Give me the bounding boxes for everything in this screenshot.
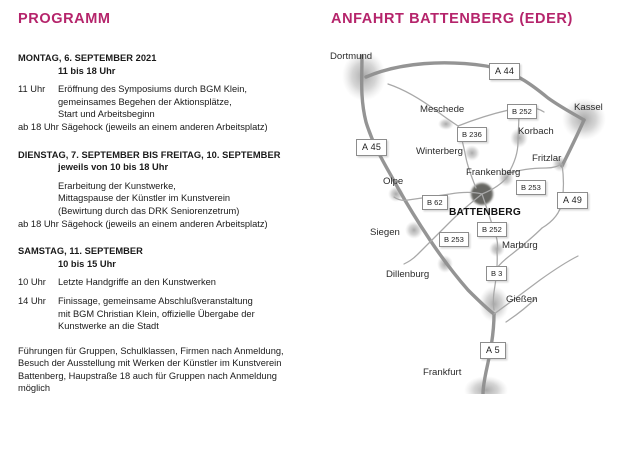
day-hours: jeweils von 10 bis 18 Uhr xyxy=(58,162,169,173)
city-label-korbach: Korbach xyxy=(518,126,554,137)
block-footnote: ab 18 Uhr Sägehock (jeweils an einem anderen Arbeitsplatz) xyxy=(18,121,268,132)
entry-line: (Bewirtung durch das DRK Seniorenzetrum) xyxy=(58,205,240,216)
program-entry xyxy=(18,83,318,121)
program-column xyxy=(0,0,318,450)
entry-line: Erarbeitung der Kunstwerke, xyxy=(58,180,176,191)
entry-line: Letzte Handgriffe an den Kunstwerken xyxy=(58,277,216,288)
entry-line: Start und Arbeitsbeginn xyxy=(58,109,155,120)
block-footnote: ab 18 Uhr Sägehock (jeweils an einem anderen Arbeitsplatz) xyxy=(18,218,268,229)
road-shield-a45: A 45 xyxy=(356,139,387,156)
closing-note: Führungen für Gruppen, Schulklassen, Firmen nach Anmeldung, Besuch der Ausstellung mit Werken der Künstler im Kunstverein Battenberg, Haupstraße 18 auch für Gruppen nach Anmeldung möglich xyxy=(18,345,284,394)
city-label-kassel: Kassel xyxy=(574,102,603,113)
city-label-fritzlar: Fritzlar xyxy=(532,153,562,164)
program-entry xyxy=(18,295,318,333)
city-label-battenberg: BATTENBERG xyxy=(449,207,521,218)
day-hours: 11 bis 18 Uhr xyxy=(58,65,116,76)
program-entry xyxy=(18,276,318,289)
city-label-marburg: Marburg xyxy=(502,240,538,251)
entry-line: gemeinsames Begehen der Aktionsplätze, xyxy=(58,96,232,107)
entry-time: 14 Uhr xyxy=(18,295,46,306)
entry-line: Mittagspause der Künstler im Kunstverein xyxy=(58,193,231,204)
entry-time: 11 Uhr xyxy=(18,84,46,95)
urban-area-blobs xyxy=(342,51,606,394)
city-label-dillenburg: Dillenburg xyxy=(386,269,430,280)
entry-line: Kunstwerke an die Stadt xyxy=(58,321,159,332)
entry-description xyxy=(58,276,318,289)
city-label-olpe: Olpe xyxy=(383,176,404,187)
day-title: SAMSTAG, 11. SEPTEMBER xyxy=(18,246,143,257)
road-shield-b253-west: B 253 xyxy=(439,232,469,247)
entry-time xyxy=(18,180,58,218)
road-shield-a44: A 44 xyxy=(489,63,520,80)
road-shield-a5: A 5 xyxy=(480,342,506,359)
entry-description xyxy=(58,295,318,333)
program-list xyxy=(0,52,318,395)
day-title: DIENSTAG, 7. SEPTEMBER BIS FREITAG, 10. SEPTEMBER xyxy=(18,149,281,160)
entry-line: Finissage, gemeinsame Abschlußveranstaltung xyxy=(58,295,253,306)
road-shield-b253: B 253 xyxy=(516,180,546,195)
city-label-dortmund: Dortmund xyxy=(330,51,373,62)
route-map xyxy=(326,42,638,394)
program-block-tuesday-friday xyxy=(0,149,318,231)
program-block-monday xyxy=(0,52,318,134)
road-shield-b252: B 252 xyxy=(507,104,537,119)
road-shield-a49: A 49 xyxy=(557,192,588,209)
map-heading: ANFAHRT BATTENBERG (EDER) xyxy=(331,11,573,27)
city-label-siegen: Siegen xyxy=(370,227,400,238)
program-entry xyxy=(18,180,318,218)
road-shield-b236: B 236 xyxy=(457,127,487,142)
city-label-winterberg: Winterberg xyxy=(416,146,463,157)
day-title: MONTAG, 6. SEPTEMBER 2021 xyxy=(18,53,157,63)
entry-description xyxy=(58,180,318,218)
city-label-giessen: Gießen xyxy=(506,294,538,305)
map-column xyxy=(318,0,640,450)
road-shield-b252-south: B 252 xyxy=(477,222,507,237)
day-hours: 10 bis 15 Uhr xyxy=(58,258,116,269)
program-heading: PROGRAMM xyxy=(18,11,111,27)
city-label-frankenberg: Frankenberg xyxy=(466,167,521,178)
program-block-saturday xyxy=(0,245,318,333)
city-label-frankfurt: Frankfurt xyxy=(423,367,462,378)
road-shield-b62: B 62 xyxy=(422,195,448,210)
entry-description xyxy=(58,83,318,121)
autobahn-routes xyxy=(362,56,584,394)
road-shield-b3: B 3 xyxy=(486,266,507,281)
entry-line: mit BGM Christian Klein, offizielle Übergabe der xyxy=(58,308,255,319)
entry-line: Eröffnung des Symposiums durch BGM Klein, xyxy=(58,84,247,95)
entry-time: 10 Uhr xyxy=(18,277,46,288)
city-label-meschede: Meschede xyxy=(420,104,465,115)
